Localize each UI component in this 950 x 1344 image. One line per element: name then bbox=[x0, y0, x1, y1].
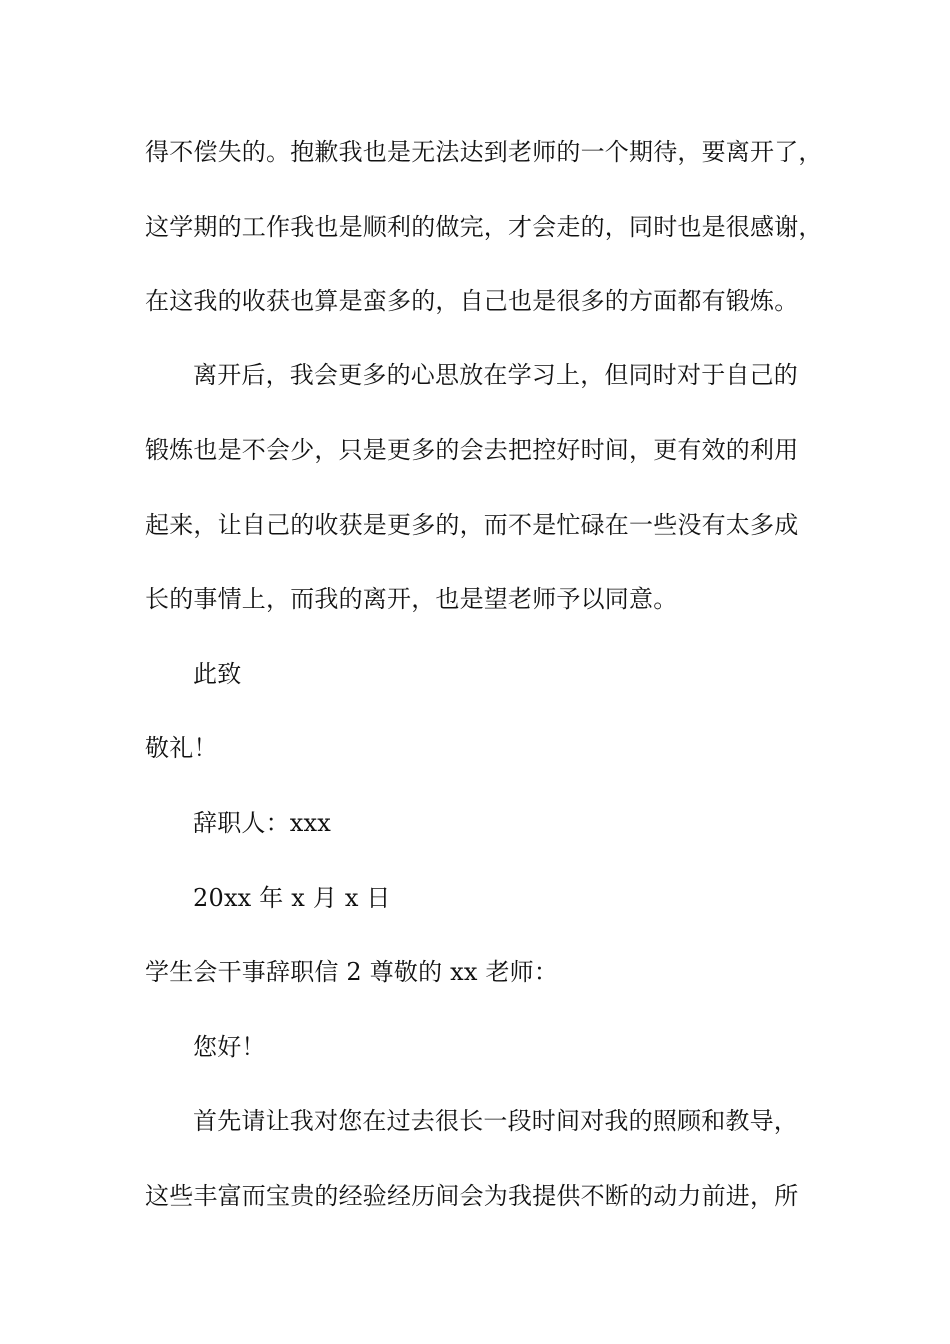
text-line: 锻炼也是不会少，只是更多的会去把控好时间，更有效的利用 bbox=[145, 436, 799, 464]
text-line: 这学期的工作我也是顺利的做完，才会走的，同时也是很感谢， bbox=[145, 213, 823, 241]
signature-line: 辞职人：xxx bbox=[193, 809, 332, 837]
closing-regards: 敬礼！ bbox=[145, 734, 218, 762]
text-line: 起来，让自己的收获是更多的，而不是忙碌在一些没有太多成 bbox=[145, 511, 799, 539]
text-line: 这些丰富而宝贵的经验经历间会为我提供不断的动力前进，所 bbox=[145, 1182, 799, 1210]
date-line: 20xx 年 x 月 x 日 bbox=[193, 884, 391, 912]
text-line: 在这我的收获也算是蛮多的，自己也是很多的方面都有锻炼。 bbox=[145, 287, 799, 315]
text-line: 长的事情上，而我的离开，也是望老师予以同意。 bbox=[145, 585, 678, 613]
text-line: 得不偿失的。抱歉我也是无法达到老师的一个期待，要离开了， bbox=[145, 138, 823, 166]
section-heading: 学生会干事辞职信 2 尊敬的 xx 老师： bbox=[145, 958, 559, 986]
paragraph-start-line: 首先请让我对您在过去很长一段时间对我的照顾和教导， bbox=[193, 1107, 798, 1135]
greeting-line: 您好！ bbox=[193, 1033, 266, 1061]
closing-salutation: 此致 bbox=[193, 660, 242, 688]
paragraph-start-line: 离开后，我会更多的心思放在学习上，但同时对于自己的 bbox=[193, 361, 798, 389]
